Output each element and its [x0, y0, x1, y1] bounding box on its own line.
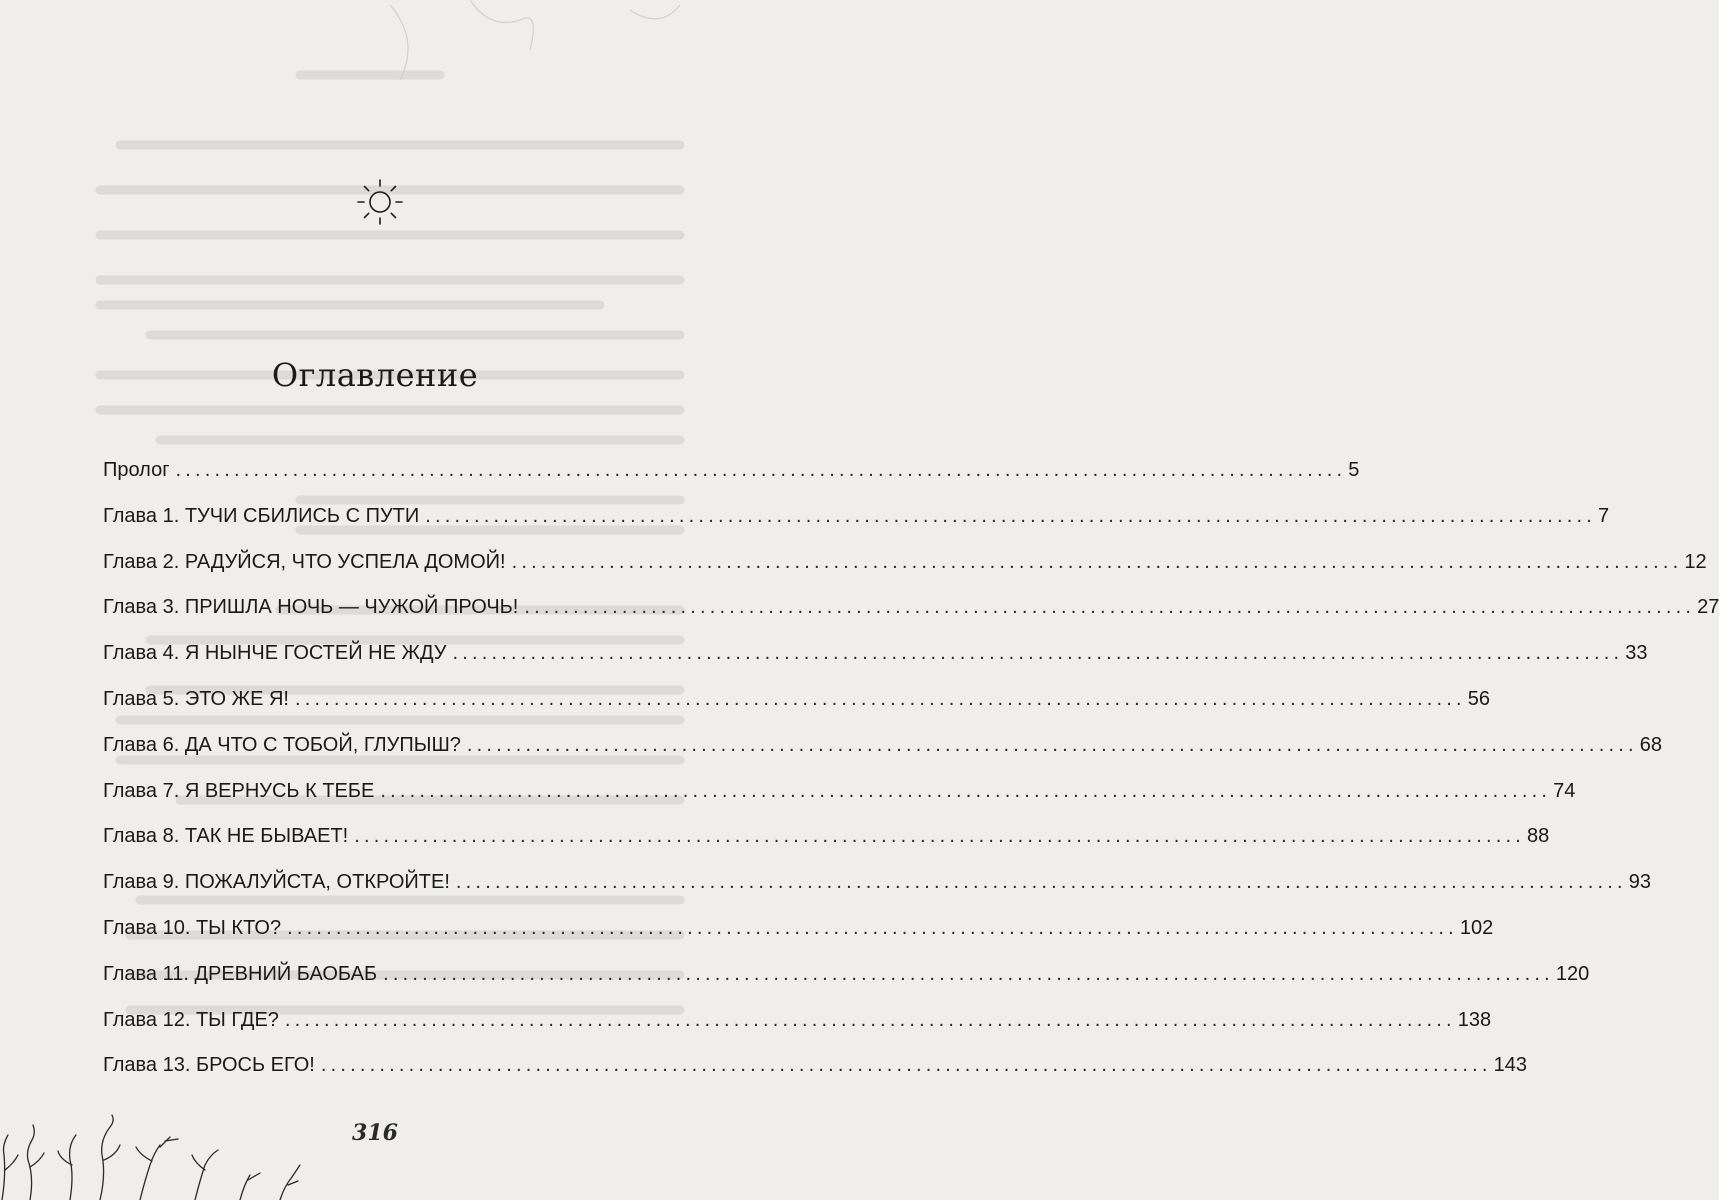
toc-entry-page: 102 — [1459, 916, 1494, 939]
dot-leader: ........................................................................................................................ — [175, 459, 1347, 481]
toc-entry — [103, 504, 1610, 551]
toc-heading: Оглавление — [271, 356, 479, 394]
toc-entry-label: Глава 7. Я ВЕРНУСЬ К ТЕБЕ — [103, 779, 375, 802]
toc-entry-page: 5 — [1348, 459, 1360, 481]
toc-entry — [103, 596, 1719, 642]
table-of-contents — [103, 459, 1719, 1100]
dot-leader: ........................................................................................................................ — [524, 596, 1696, 619]
toc-entry-page: 88 — [1527, 825, 1550, 848]
toc-entry-page: 138 — [1457, 1008, 1492, 1031]
toc-entry-page: 93 — [1628, 871, 1651, 894]
toc-entry-label: Глава 6. ДА ЧТО С ТОБОЙ, ГЛУПЫШ? — [103, 733, 461, 756]
dot-leader: ........................................................................................................................ — [284, 1008, 1456, 1031]
dot-leader: ........................................................................................................................ — [380, 779, 1552, 802]
dot-leader: ........................................................................................................................ — [383, 962, 1554, 985]
toc-entry-page: 56 — [1467, 687, 1491, 710]
dot-leader: ........................................................................................................................ — [320, 1054, 1492, 1077]
toc-entry-label: Глава 4. Я НЫНЧЕ ГОСТЕЙ НЕ ЖДУ — [103, 642, 447, 665]
toc-entry-page: 143 — [1493, 1054, 1527, 1077]
toc-entry — [103, 1054, 1527, 1100]
toc-entry-page: 7 — [1598, 504, 1610, 527]
page-number: 316 — [352, 1120, 398, 1146]
dot-leader: ........................................................................................................................ — [354, 825, 1526, 848]
toc-entry — [103, 733, 1662, 780]
toc-entry — [103, 550, 1707, 597]
dot-leader: ........................................................................................................................ — [295, 687, 1466, 710]
toc-entry-page: 120 — [1555, 962, 1590, 985]
dot-leader: ........................................................................................................................ — [425, 504, 1597, 527]
toc-entry-label: Пролог — [103, 459, 170, 481]
top-sketch-icon — [380, 0, 750, 90]
toc-entry — [103, 871, 1651, 917]
toc-entry — [103, 916, 1494, 963]
toc-entry-page: 12 — [1684, 550, 1707, 573]
toc-entry-label: Глава 10. ТЫ КТО? — [103, 916, 282, 939]
toc-entry — [103, 962, 1590, 1009]
toc-entry-label: Глава 3. ПРИШЛА НОЧЬ — ЧУЖОЙ ПРОЧЬ! — [103, 596, 519, 619]
dot-leader: ........................................................................................................................ — [511, 550, 1683, 573]
toc-entry-label: Глава 2. РАДУЙСЯ, ЧТО УСПЕЛА ДОМОЙ! — [103, 550, 506, 573]
toc-entry — [103, 459, 1360, 505]
toc-entry — [103, 687, 1491, 734]
sun-ornament-icon — [356, 178, 404, 226]
toc-entry — [103, 779, 1576, 826]
toc-entry-label: Глава 11. ДРЕВНИЙ БАОБАБ — [103, 962, 378, 985]
toc-entry — [103, 642, 1648, 688]
dot-leader: ........................................................................................................................ — [455, 871, 1627, 894]
toc-entry-page: 33 — [1625, 642, 1648, 665]
toc-entry-page: 68 — [1639, 733, 1662, 756]
toc-entry — [103, 825, 1550, 871]
dot-leader: ........................................................................................................................ — [452, 642, 1624, 665]
toc-entry-label: Глава 12. ТЫ ГДЕ? — [103, 1008, 279, 1031]
toc-entry-label: Глава 8. ТАК НЕ БЫВАЕТ! — [103, 825, 349, 848]
toc-entry-label: Глава 1. ТУЧИ СБИЛИСЬ С ПУТИ — [103, 504, 420, 527]
toc-entry — [103, 1008, 1492, 1055]
toc-entry-label: Глава 13. БРОСЬ ЕГО! — [103, 1054, 315, 1077]
dot-leader: ........................................................................................................................ — [287, 916, 1458, 939]
toc-entry-page: 74 — [1553, 779, 1576, 802]
dot-leader: ........................................................................................................................ — [466, 733, 1638, 756]
toc-entry-label: Глава 9. ПОЖАЛУЙСТА, ОТКРОЙТЕ! — [103, 871, 450, 894]
toc-entry-page: 27 — [1697, 596, 1719, 619]
toc-entry-label: Глава 5. ЭТО ЖЕ Я! — [103, 687, 289, 710]
